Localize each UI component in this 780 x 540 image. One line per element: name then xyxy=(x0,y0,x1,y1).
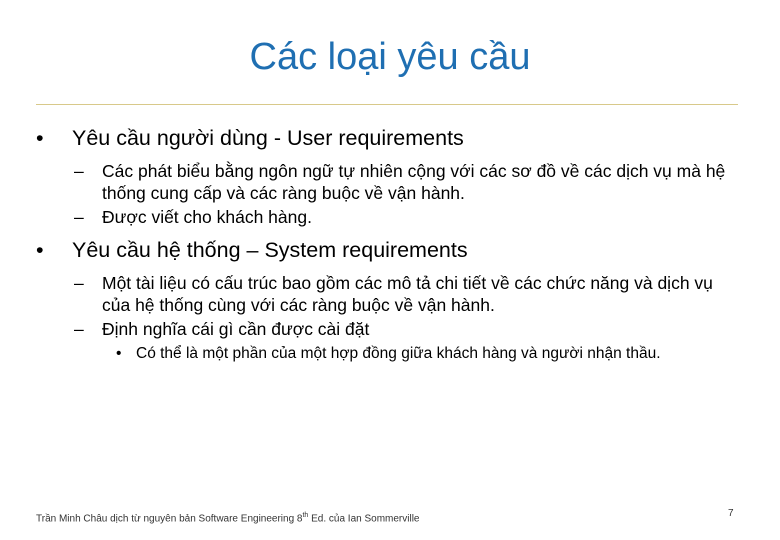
slide-body xyxy=(36,124,736,363)
page-number: 7 xyxy=(728,508,734,519)
bullet-marker: • xyxy=(116,345,122,362)
sub-bullet-text: Các phát biểu bằng ngôn ngữ tự nhiên cộng với các sơ đồ về các dịch vụ mà hệ thống cung cấp và các ràng buộc về vận hành. xyxy=(102,161,726,203)
footer-prefix: Trần Minh Châu dịch từ nguyên bản Software Engineering 8 xyxy=(36,513,303,525)
sub-bullet-text: Định nghĩa cái gì cần được cài đặt xyxy=(102,319,370,339)
sub-bullet xyxy=(36,272,736,316)
sub-bullet-text: Một tài liệu có cấu trúc bao gồm các mô tả chi tiết về các chức năng và dịch vụ của hệ thống cùng với các ràng buộc về vận hành. xyxy=(102,273,713,315)
sub-bullet-text: Được viết cho khách hàng. xyxy=(102,207,312,227)
bullet-text: Yêu cầu hệ thống – System requirements xyxy=(72,238,468,262)
sub-bullet xyxy=(36,206,736,228)
bullet-user-requirements xyxy=(36,124,736,152)
dash-marker: – xyxy=(74,207,84,227)
title-divider xyxy=(36,104,738,105)
sub-bullet xyxy=(36,160,736,204)
slide-footer xyxy=(36,512,420,524)
dash-marker: – xyxy=(74,273,84,293)
bullet-system-requirements xyxy=(36,236,736,264)
bullet-marker: • xyxy=(36,238,44,262)
bullet-marker: • xyxy=(36,126,44,150)
dash-marker: – xyxy=(74,319,84,339)
footer-suffix: Ed. của Ian Sommerville xyxy=(308,513,420,525)
slide-title: Các loại yêu cầu xyxy=(249,36,531,78)
sub-sub-bullet xyxy=(36,344,736,363)
bullet-text: Yêu cầu người dùng - User requirements xyxy=(72,126,464,150)
sub-sub-bullet-text: Có thể là một phần của một hợp đồng giữa khách hàng và người nhận thầu. xyxy=(136,345,661,362)
dash-marker: – xyxy=(74,161,84,181)
sub-bullet xyxy=(36,318,736,340)
footer-superscript: th xyxy=(302,512,309,519)
